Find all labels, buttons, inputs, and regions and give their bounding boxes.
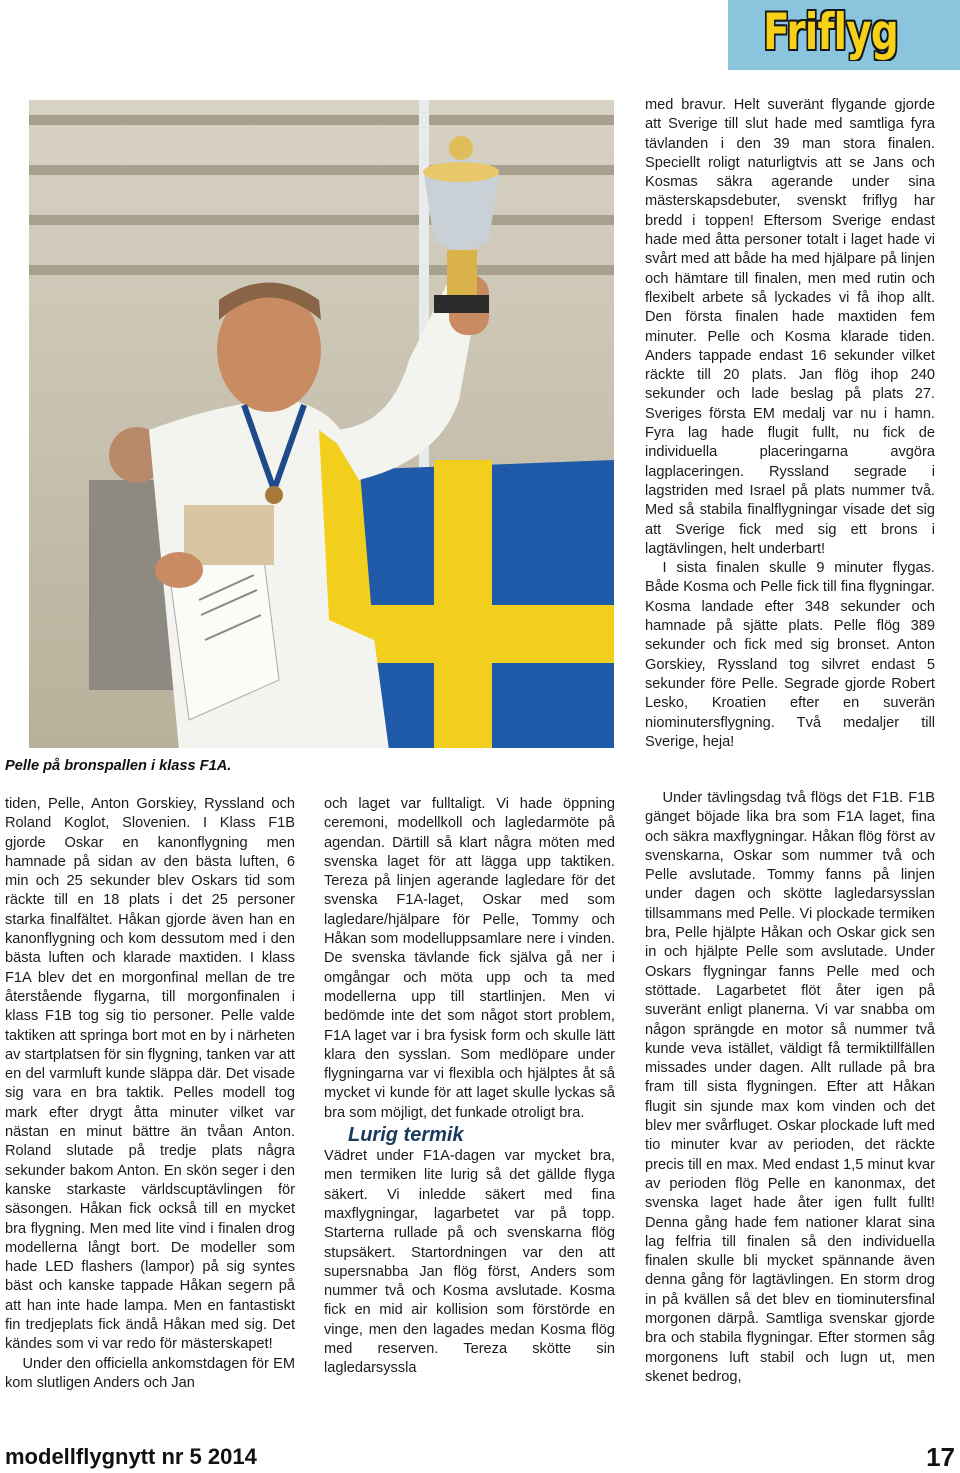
paragraph: Under den officiella ankomstdagen för EM kom slutligen Anders och Jan — [5, 1355, 295, 1391]
paragraph: I sista finalen skulle 9 minuter flygas. Både Kosma och Pelle fick till fina flygningar. Kosma landade efter 348 sekunder och hamnade på sjätte plats. Pelle flög 389 sekunder och fick med sig bronset. Anton Gorskiey, Ryssland tog silvret endast 5 sekunder före Pelle. Segrade gjorde Robert Lesko, Kroatien efter en suverän niominutersflygning. Två medaljer till Sverige, heja! — [645, 560, 935, 750]
paragraph: och laget var fulltaligt. Vi hade öppning ceremoni, modellkoll och lagledarmöte på agendan. Därtill så klart några möten med svenska laget för att lägga upp taktiken. Tereza på linjen agerande lagledare för det svenska F1A-laget, Oskar med som lagledare/hjälpare för Pelle, Tommy och Håkan som modelluppsamlare nere i vinden. De svenska tävlande fick själva gå ner i omgångar och möta upp och ta med modellerna upp till startlinjen. Men vi bedömde inte det som något stort problem, F1A laget var i bra fysisk form och skulle lätt klara den sysslan. Som medlöpare under flygningarna var vi flexibla och hjälptes åt så mycket vi kunde för att laget skulle lyckas så bra som möjligt, det funkade otroligt bra. — [324, 796, 615, 1121]
article-column-right-top — [645, 96, 935, 752]
subheading: Lurig termik — [348, 1124, 464, 1147]
page-number: 17 — [926, 1442, 955, 1472]
article-column-3 — [645, 789, 935, 1387]
section-label: Friflyg — [763, 3, 898, 61]
publication-footer: modellflygnytt nr 5 2014 — [5, 1444, 257, 1469]
paragraph: Vädret under F1A-dagen var mycket bra, men termiken lite lurig så det gällde flyga säkert. Vi inledde säkert med fina maxflygningar, lagarbetet var på topp. Starterna rullade på och svenskarna flög stupsäkert. Startordningen var den att supersnabba Jan flög först, Anders som nummer två och Kosma avslutade. Kosma fick en mid air kollision som förstörde en vinge, men den lagades medan Kosma flög med reserven. Tereza skötte sin lagledarsyssla — [324, 1148, 615, 1377]
paragraph: med bravur. Helt suveränt flygande gjorde att Sverige till slut hade med samtliga fyra tävlanden i den 39 man stora finalen. Speciellt roligt naturligtvis att se Jans och Kosmas säkra agerande under sina mästerskapsdebuter, svenskt friflyg har bredd i toppen! Eftersom Sverige endast hade med åtta personer totalt i laget hade vi svårt med att både ha med hjälpare på linjen och hämtare till finalen, men med rutin och flexibelt arbete så lyckades vi få ihop allt. Den första finalen hade maxtiden fem minuter. Pelle och Kosma klarade tiden. Anders tappade endast 16 sekunder vilket räckte till 20 plats. Jan flög ihop 240 sekunder och lade beslag på plats 27. Sveriges första EM medalj var nu i hamn. Fyra lag hade flugit fullt, nu fick de individuella placeringarna avgöra lagplaceringen. Ryssland segrade i lagstriden med Israel på plats nummer två. Med så stabila finalflygningar visade det sig att Sverige fick med sig ett brons i lagtävlingen, helt underbart! — [645, 97, 935, 557]
article-column-2 — [324, 795, 615, 1379]
paragraph: Under tävlingsdag två flögs det F1B. F1B gänget böjade lika bra som F1A laget, fina och säkra maxflygningar. Håkan flög först av svenskarna, Oskar som nummer två och Pelle avslutade. Tommy fanns på linjen under dagen och skötte lagledarsysslan tillsammans med Pelle. Vi plockade termiken bra, Pelle hjälpte Håkan och Oskar gick sen in och hjälpte Pelle som avslutade. Under Oskars flygningar fanns Pelle med och stöttade. Lagarbetet flöt åter igen på suveränt enligt planerna. Vi var snabba om någon sprängde en motor så nummer två kunde veva istället, väldigt få termiktillfällen missades under dagen. Allt rullade på bra fram till sista flygningen. Efter att Håkan flugit sin sjunde max kom vinden och det blev mer svårfluget. Oskar plockade luft med tio minuter kvar av perioden, det räckte precis till en max. Med endast 1,5 minut kvar av perioden flög Pelle en kanonmax, det svenska laget hade åter igen fullt fullt! Denna gång hade fem nationer klarat sina lag felfria till finalen så den individuella finalen skulle bli mycket spännande även denna gång för lagtävlingen. En storm drog in på kvällen så det blev en tiominutersfinal morgonen därpå. Samtliga svenskar gjorde bra och stabila flygningar. Efter stormen såg morgonens luft stabil och lugn ut, men skenet bedrog, — [645, 790, 935, 1385]
paragraph: tiden, Pelle, Anton Gorskiey, Ryssland och Roland Koglot, Slovenien. I Klass F1B gjorde Oskar en kanonflygning men hamnade på sidan av den bästa luften, 6 min och 25 sekunder blev Oskars tid som räckte till en 18 plats i det 25 personer starka finalfältet. Håkan gjorde även han en kanonflygning och kom dessutom med i den bästa luften och klarade maxtiden. I klass F1A blev det en morgonfinal mellan de tre återstående flygarna, till morgonfinalen i klass F1B tog sig tio personer. Pelle valde taktiken att springa bort mot en by i närheten av startplatsen för sin flygning, tanken var att en del varmluft kunde släppa där. Det visade sig vara en bra taktik. Pelles modell tog mark efter drygt åtta minuter vilket var nästan en minut bättre än tvåan Anton. Roland slutade på tredje plats några sekunder bakom Anton. En skön seger i den kanske starkaste världscuptävlingen för säsongen. Håkan fick också till en mycket bra flygning. Men med lite vind i finalen drog modellerna långt bort. De modeller som hade LED flashers (lampor) på sig syntes bäst och kanske tappade Håkan segern på att han inte hade lampa. Men en fantastiskt fin tredjeplats fick ändå Håkan med sig. Det kändes som vi var redo för mästerskapet! — [5, 796, 295, 1353]
section-tab — [728, 0, 960, 70]
trophy-winner-photo-icon — [29, 100, 614, 748]
article-photo — [29, 100, 614, 748]
photo-caption: Pelle på bronspallen i klass F1A. — [5, 758, 232, 774]
article-column-1 — [5, 795, 295, 1393]
